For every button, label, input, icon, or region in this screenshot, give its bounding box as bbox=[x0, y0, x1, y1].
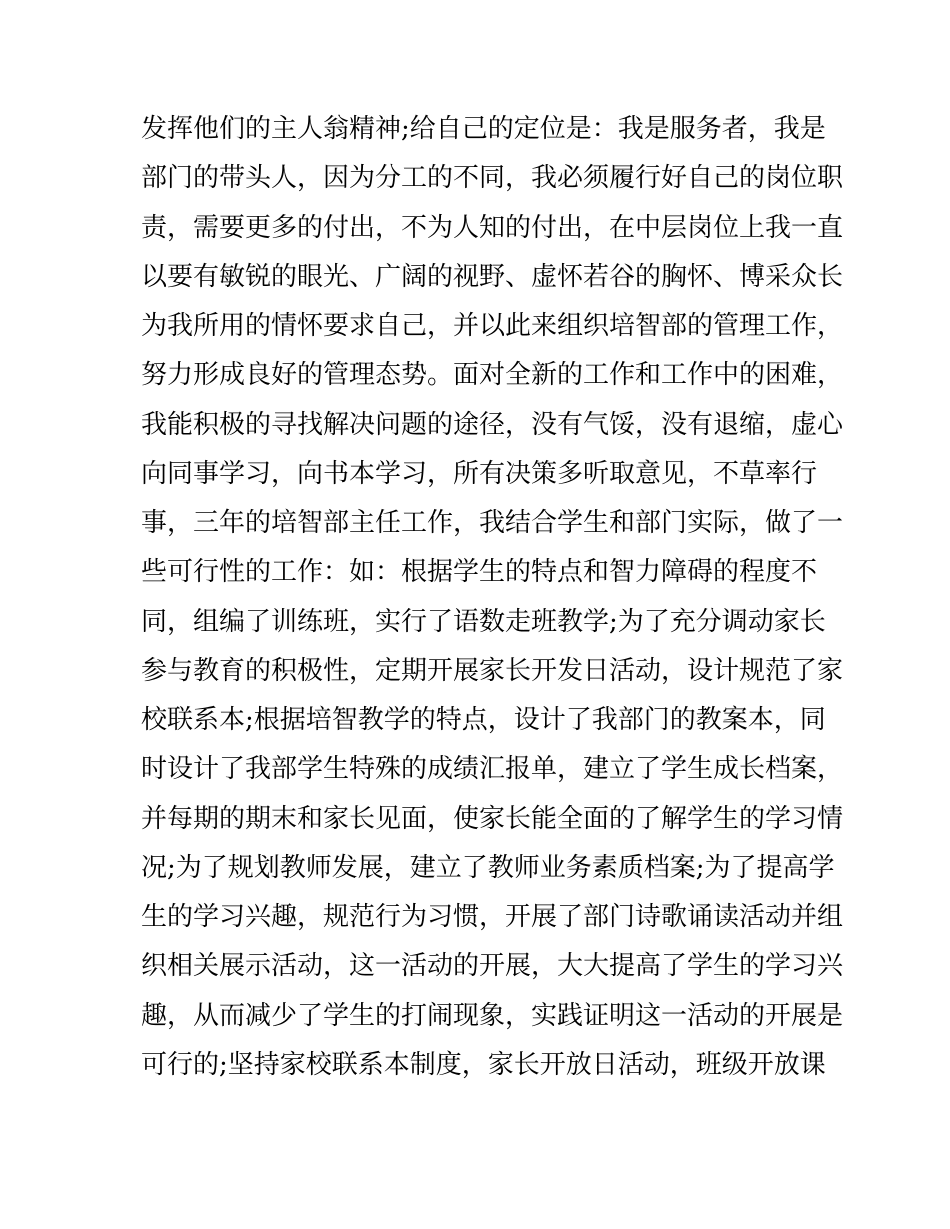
body-paragraph bbox=[141, 105, 844, 1090]
text-line-9: 事，三年的培智部主任工作，我结合学生和部门实际，做了一 bbox=[141, 508, 844, 538]
text-line-20: 可行的;坚持家校联系本制度，家长开放日活动，班级开放课 bbox=[141, 1049, 826, 1080]
text-line-8: 向同事学习，向书本学习，所有决策多听取意见，不草率行 bbox=[141, 458, 818, 489]
text-line-10: 些可行性的工作：如：根据学生的特点和智力障碍的程度不 bbox=[141, 557, 818, 588]
text-line-4: 以要有敏锐的眼光、广阔的视野、虚怀若谷的胸怀、博采众长 bbox=[141, 261, 844, 292]
text-line-6: 努力形成良好的管理态势。面对全新的工作和工作中的困难， bbox=[141, 360, 844, 391]
text-line-3: 责，需要更多的付出，不为人知的付出，在中层岗位上我一直 bbox=[141, 212, 844, 243]
text-line-16: 况;为了规划教师发展，建立了教师业务素质档案;为了提高学 bbox=[141, 852, 835, 883]
text-line-14: 时设计了我部学生特殊的成绩汇报单，建立了学生成长档案， bbox=[141, 754, 844, 785]
text-line-17: 生的学习兴趣，规范行为习惯，开展了部门诗歌诵读活动并组 bbox=[141, 902, 844, 932]
text-line-1: 发挥他们的主人翁精神;给自己的定位是：我是服务者，我是 bbox=[141, 114, 826, 144]
text-line-12: 参与教育的积极性，定期开展家长开发日活动，设计规范了家 bbox=[141, 655, 844, 686]
text-line-15: 并每期的期末和家长见面，使家长能全面的了解学生的学习情 bbox=[141, 803, 844, 834]
text-line-11: 同，组编了训练班，实行了语数走班教学;为了充分调动家长 bbox=[141, 606, 826, 637]
text-line-13: 校联系本;根据培智教学的特点，设计了我部门的教案本，同 bbox=[141, 705, 826, 735]
text-line-18: 织相关展示活动，这一活动的开展，大大提高了学生的学习兴 bbox=[141, 951, 844, 982]
text-line-7: 我能积极的寻找解决问题的途径，没有气馁，没有退缩，虚心 bbox=[141, 409, 844, 440]
text-line-5: 为我所用的情怀要求自己，并以此来组织培智部的管理工作， bbox=[141, 311, 844, 341]
text-line-2: 部门的带头人，因为分工的不同，我必须履行好自己的岗位职 bbox=[141, 163, 844, 194]
text-line-19: 趣，从而减少了学生的打闹现象，实践证明这一活动的开展是 bbox=[141, 1000, 844, 1031]
